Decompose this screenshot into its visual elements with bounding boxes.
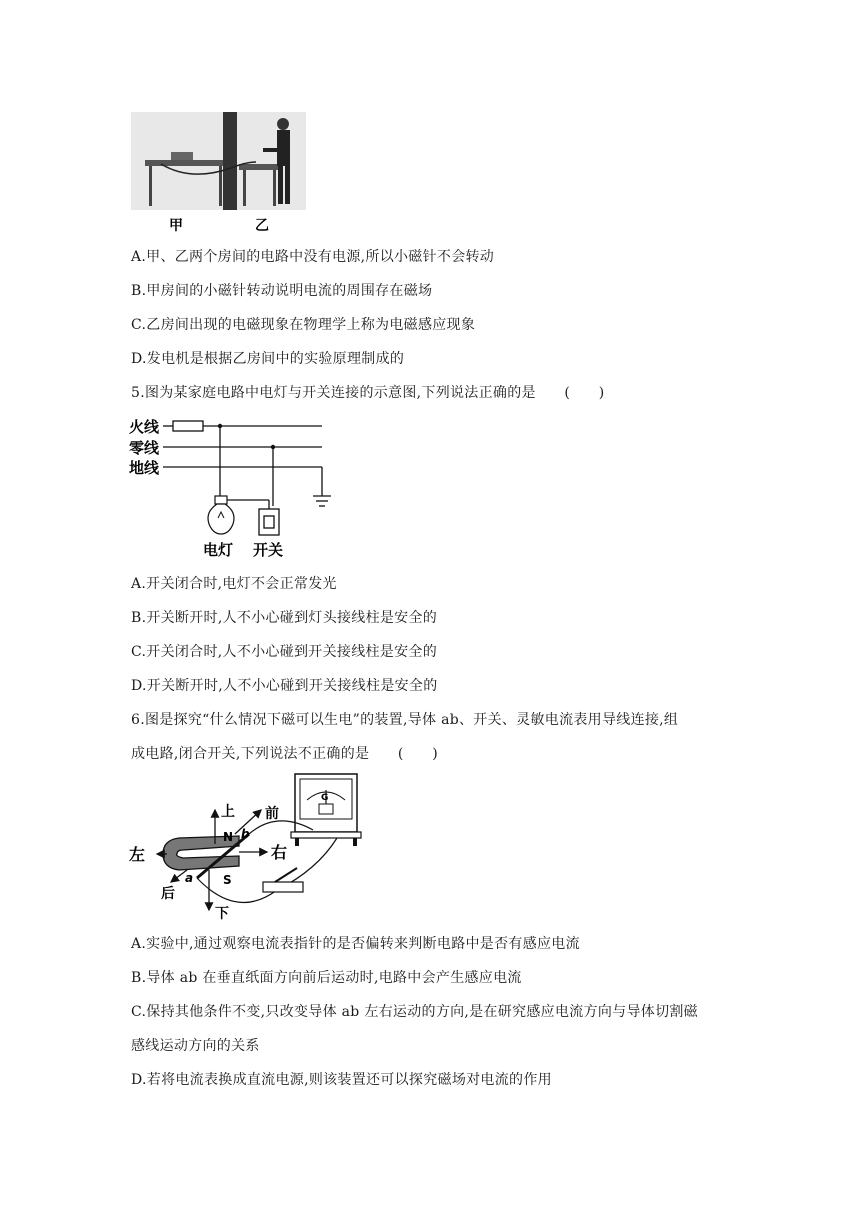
q4-option-b: B.甲房间的小磁针转动说明电流的周围存在磁场 bbox=[131, 283, 433, 299]
q6-option-a: A.实验中,通过观察电流表指针的是否偏转来判断电路中是否有感应电流 bbox=[131, 936, 580, 952]
q6-stem-line2: 成电路,闭合开关,下列说法不正确的是 ( ) bbox=[131, 746, 439, 762]
label-a: a bbox=[185, 871, 194, 885]
figure-two-rooms bbox=[131, 112, 306, 236]
label-yi: 乙 bbox=[255, 218, 269, 234]
q4-option-d: D.发电机是根据乙房间中的实验原理制成的 bbox=[131, 351, 405, 367]
label-galvanometer-g: G bbox=[321, 793, 329, 803]
label-live-wire: 火线 bbox=[129, 418, 160, 436]
label-jia: 甲 bbox=[169, 218, 183, 234]
q6-option-c-cont: 感线运动方向的关系 bbox=[131, 1038, 260, 1054]
label-back: 后 bbox=[161, 886, 175, 902]
q5-option-b: B.开关断开时,人不小心碰到灯头接线柱是安全的 bbox=[131, 610, 438, 626]
q6-option-b: B.导体 ab 在垂直纸面方向前后运动时,电路中会产生感应电流 bbox=[131, 970, 522, 986]
label-ground-wire: 地线 bbox=[129, 459, 160, 477]
q6-option-d: D.若将电流表换成直流电源,则该装置还可以探究磁场对电流的作用 bbox=[131, 1072, 552, 1088]
label-b: b bbox=[241, 827, 250, 841]
q5-option-a: A.开关闭合时,电灯不会正常发光 bbox=[131, 576, 337, 592]
q5-option-d: D.开关断开时,人不小心碰到开关接线柱是安全的 bbox=[131, 678, 438, 694]
label-switch: 开关 bbox=[253, 541, 284, 559]
q6-stem-line1: 6.图是探究“什么情况下磁可以生电”的装置,导体 ab、开关、灵敏电流表用导线连接,组 bbox=[131, 712, 679, 728]
label-s-pole: S bbox=[223, 873, 232, 887]
q4-option-c: C.乙房间出现的电磁现象在物理学上称为电磁感应现象 bbox=[131, 317, 476, 333]
figure-induction-apparatus bbox=[127, 770, 372, 922]
q5-stem: 5.图为某家庭电路中电灯与开关连接的示意图,下列说法正确的是 ( ) bbox=[131, 385, 605, 401]
label-up: 上 bbox=[221, 804, 235, 820]
label-right: 右 bbox=[271, 843, 288, 862]
label-lamp: 电灯 bbox=[203, 541, 234, 559]
label-neutral-wire: 零线 bbox=[129, 439, 160, 457]
figure-household-circuit bbox=[127, 412, 337, 562]
q6-option-c: C.保持其他条件不变,只改变导体 ab 左右运动的方向,是在研究感应电流方向与导体切割磁 bbox=[131, 1004, 698, 1020]
q5-option-c: C.开关闭合时,人不小心碰到开关接线柱是安全的 bbox=[131, 644, 438, 660]
q4-option-a: A.甲、乙两个房间的电路中没有电源,所以小磁针不会转动 bbox=[131, 249, 495, 265]
label-front: 前 bbox=[265, 806, 279, 822]
label-down: 下 bbox=[215, 906, 229, 922]
label-n-pole: N bbox=[223, 830, 234, 844]
label-left: 左 bbox=[129, 845, 146, 864]
